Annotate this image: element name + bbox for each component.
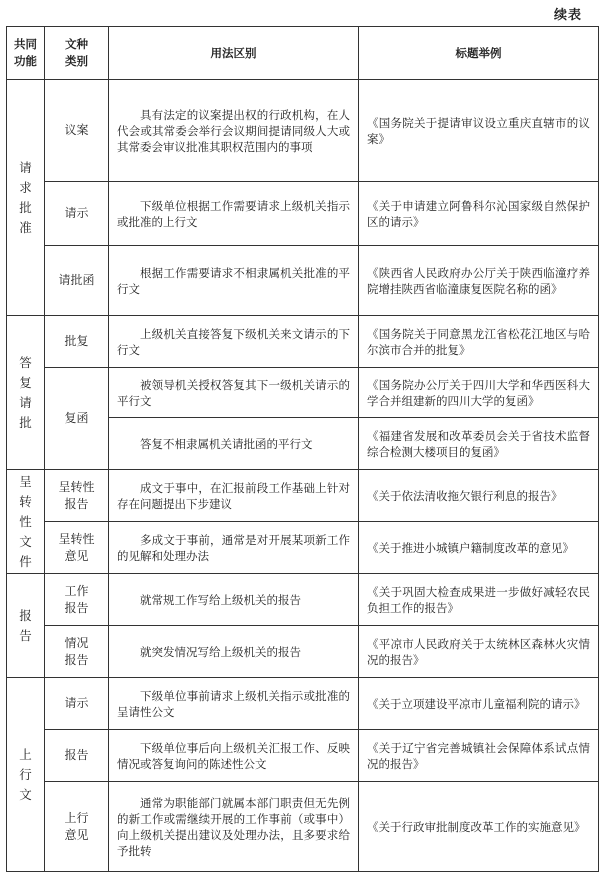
type-cell: 呈转性意见: [45, 522, 109, 574]
example-cell: 《关于立项建设平凉市儿童福利院的请示》: [359, 678, 599, 730]
header-usage-difference: 用法区别: [109, 27, 359, 80]
example-cell: 《陕西省人民政府办公厅关于陕西临潼疗养院增挂陕西省临潼康复医院名称的函》: [359, 246, 599, 316]
table-row: [7, 316, 599, 368]
example-cell: 《关于辽宁省完善城镇社会保障体系试点情况的报告》: [359, 730, 599, 782]
table-header-row: [7, 27, 599, 80]
usage-cell: 下级单位事前请求上级机关指示或批准的呈请性公文: [109, 678, 359, 730]
usage-cell: 下级单位事后向上级机关汇报工作、反映情况或答复询问的陈述性公文: [109, 730, 359, 782]
example-cell: 《关于巩固大检查成果进一步做好减轻农民负担工作的报告》: [359, 574, 599, 626]
table-row: [7, 246, 599, 316]
example-cell: 《福建省发展和改革委员会关于省技术监督综合检测大楼项目的复函》: [359, 418, 599, 470]
example-cell: 《关于推进小城镇户籍制度改革的意见》: [359, 522, 599, 574]
header-common-function: 共同功能: [7, 27, 45, 80]
example-cell: 《关于申请建立阿鲁科尔沁国家级自然保护区的请示》: [359, 182, 599, 246]
type-cell: 复函: [45, 368, 109, 470]
type-cell: 上行意见: [45, 782, 109, 872]
table-row: [7, 730, 599, 782]
usage-cell: 答复不相隶属机关请批函的平行文: [109, 418, 359, 470]
example-cell: 《国务院办公厅关于四川大学和华西医科大学合并组建新的四川大学的复函》: [359, 368, 599, 418]
table-row: [7, 574, 599, 626]
header-title-example: 标题举例: [359, 27, 599, 80]
usage-cell: 多成文于事前，通常是对开展某项新工作的见解和处理办法: [109, 522, 359, 574]
example-cell: 《平凉市人民政府关于太统林区森林火灾情况的报告》: [359, 626, 599, 678]
document-type-table: [6, 26, 599, 872]
example-cell: 《国务院关于提请审议设立重庆直辖市的议案》: [359, 80, 599, 182]
usage-cell: 成文于事中，在汇报前段工作基础上针对存在问题提出下步建议: [109, 470, 359, 522]
table-row: [7, 626, 599, 678]
usage-cell: 就常规工作写给上级机关的报告: [109, 574, 359, 626]
usage-cell: 就突发情况写给上级机关的报告: [109, 626, 359, 678]
table-row: [7, 80, 599, 182]
function-cell: 请求批准: [7, 80, 45, 316]
function-cell: 呈转性文件: [7, 470, 45, 574]
usage-cell: 具有法定的议案提出权的行政机构，在人代会或其常委会举行会议期间提请同级人大或其常委会审议批准其职权范围内的事项: [109, 80, 359, 182]
type-cell: 议案: [45, 80, 109, 182]
example-cell: 《关于行政审批制度改革工作的实施意见》: [359, 782, 599, 872]
usage-cell: 上级机关直接答复下级机关来文请示的下行文: [109, 316, 359, 368]
type-cell: 请批函: [45, 246, 109, 316]
type-cell: 报告: [45, 730, 109, 782]
usage-cell: 下级单位根据工作需要请求上级机关指示或批准的上行文: [109, 182, 359, 246]
table-row: [7, 678, 599, 730]
type-cell: 批复: [45, 316, 109, 368]
table-row: [7, 782, 599, 872]
table-row: [7, 522, 599, 574]
usage-cell: 通常为职能部门就属本部门职责但无先例的新工作或需继续开展的工作事前（或事中）向上级机关提出建议及处理办法，且多要求给予批转: [109, 782, 359, 872]
table-row: [7, 182, 599, 246]
table-row: [7, 470, 599, 522]
type-cell: 工作报告: [45, 574, 109, 626]
function-cell: 报告: [7, 574, 45, 678]
continued-label: 续表: [553, 8, 582, 23]
type-cell: 呈转性报告: [45, 470, 109, 522]
table-row: [7, 368, 599, 418]
function-cell: 上行文: [7, 678, 45, 872]
type-cell: 情况报告: [45, 626, 109, 678]
type-cell: 请示: [45, 678, 109, 730]
type-cell: 请示: [45, 182, 109, 246]
function-cell: 答复请批: [7, 316, 45, 470]
header-document-type: 文种类别: [45, 27, 109, 80]
usage-cell: 被领导机关授权答复其下一级机关请示的平行文: [109, 368, 359, 418]
example-cell: 《关于依法清收拖欠银行利息的报告》: [359, 470, 599, 522]
usage-cell: 根据工作需要请求不相隶属机关批准的平行文: [109, 246, 359, 316]
example-cell: 《国务院关于同意黑龙江省松花江地区与哈尔滨市合并的批复》: [359, 316, 599, 368]
